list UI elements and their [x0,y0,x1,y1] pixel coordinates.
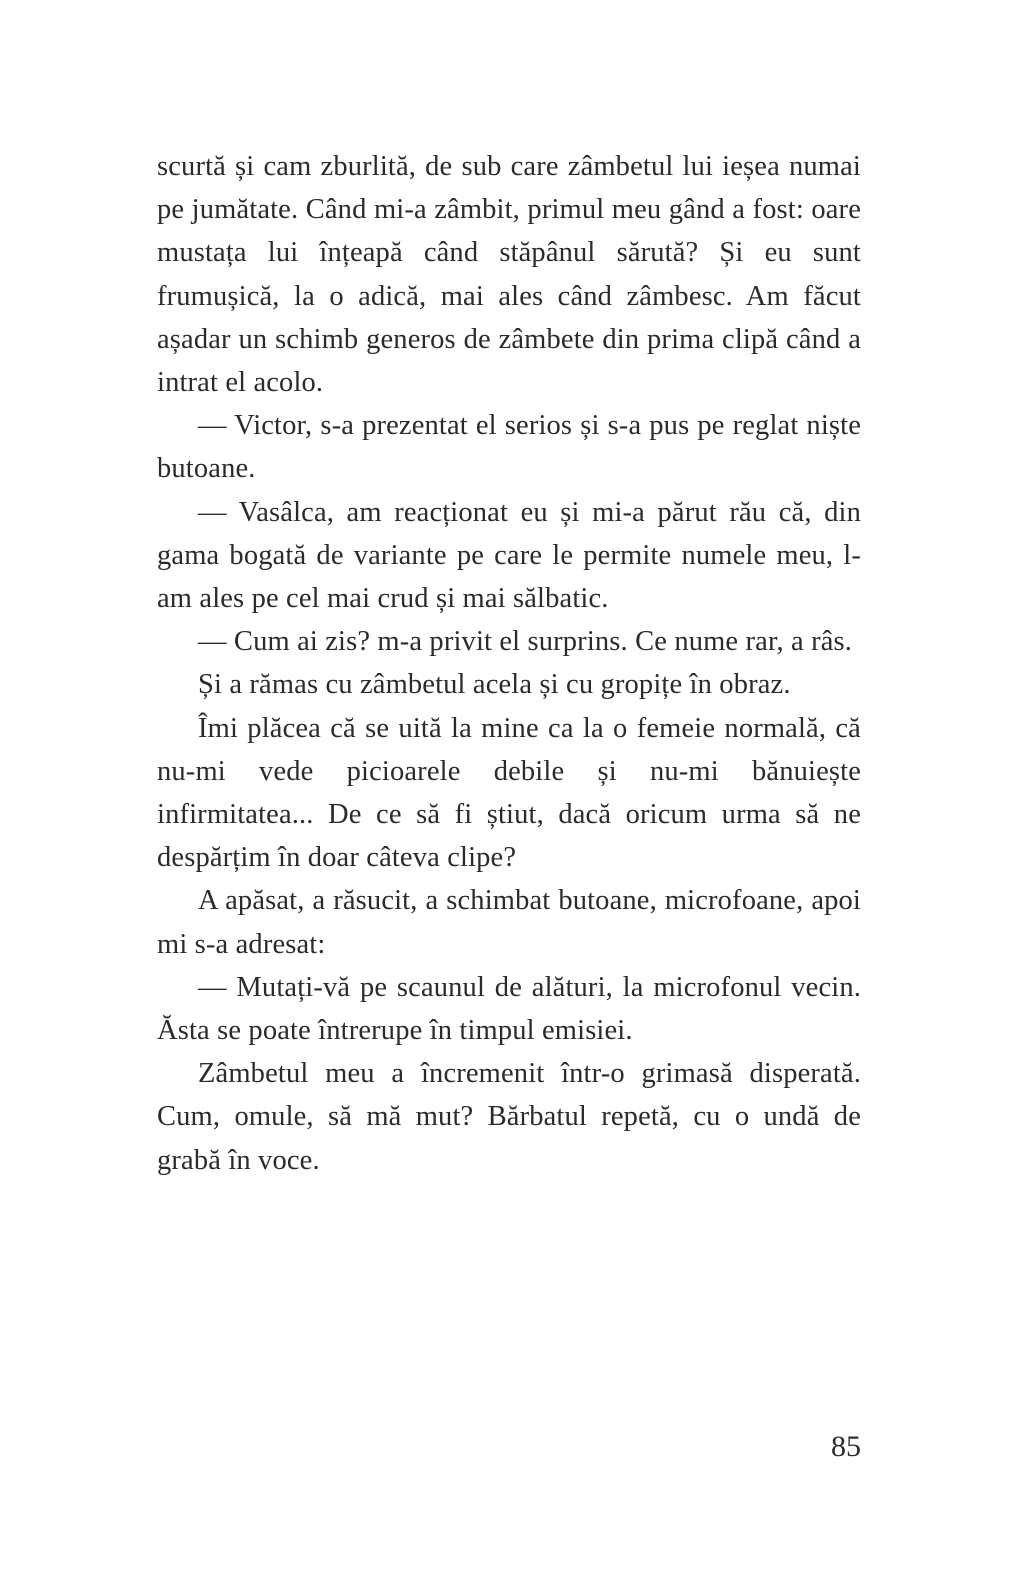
paragraph: Îmi plăcea că se uită la mine ca la o femeie normală, că nu-mi vede picioarele debile și nu-mi bănuiește infirmitatea... De ce să fi știut, dacă oricum urma să ne despărțim în doar câteva clipe? [157,712,861,874]
page-number: 85 [831,1430,861,1463]
paragraph: — Victor, s-a prezentat el serios și s-a pus pe reglat niște butoane. [157,410,861,485]
paragraph: A apăsat, a răsucit, a schimbat butoane, microfoane, apoi mi s-a adresat: [157,885,861,960]
paragraph: Zâmbetul meu a încremenit într-o grimasă disperată. Cum, omule, să mă mut? Bărbatul repetă, cu o undă de grabă în voce. [157,1058,861,1176]
paragraph: — Cum ai zis? m-a privit el surprins. Ce nume rar, a râs. [198,626,853,658]
paragraph: Și a rămas cu zâmbetul acela și cu gropițe în obraz. [198,669,791,701]
page-body [157,145,861,1182]
paragraph: — Vasâlca, am reacționat eu și mi-a părut rău că, din gama bogată de variante pe care le permite numele meu, l-am ales pe cel mai crud și mai sălbatic. [157,496,861,615]
paragraph: scurtă și cam zburlită, de sub care zâmbetul lui ieșea numai pe jumătate. Când mi-a zâmbit, primul meu gând a fost: oare mustața lui înțeapă când stăpânul sărută? Și eu sunt frumușică, la o adică, mai ales când zâmbesc. Am făcut așadar un schimb generos de zâmbete din prima clipă când a intrat el acolo. [157,151,861,399]
paragraph: — Mutați-vă pe scaunul de alături, la microfonul vecin. Ăsta se poate întrerupe în timpul emisiei. [157,971,861,1047]
